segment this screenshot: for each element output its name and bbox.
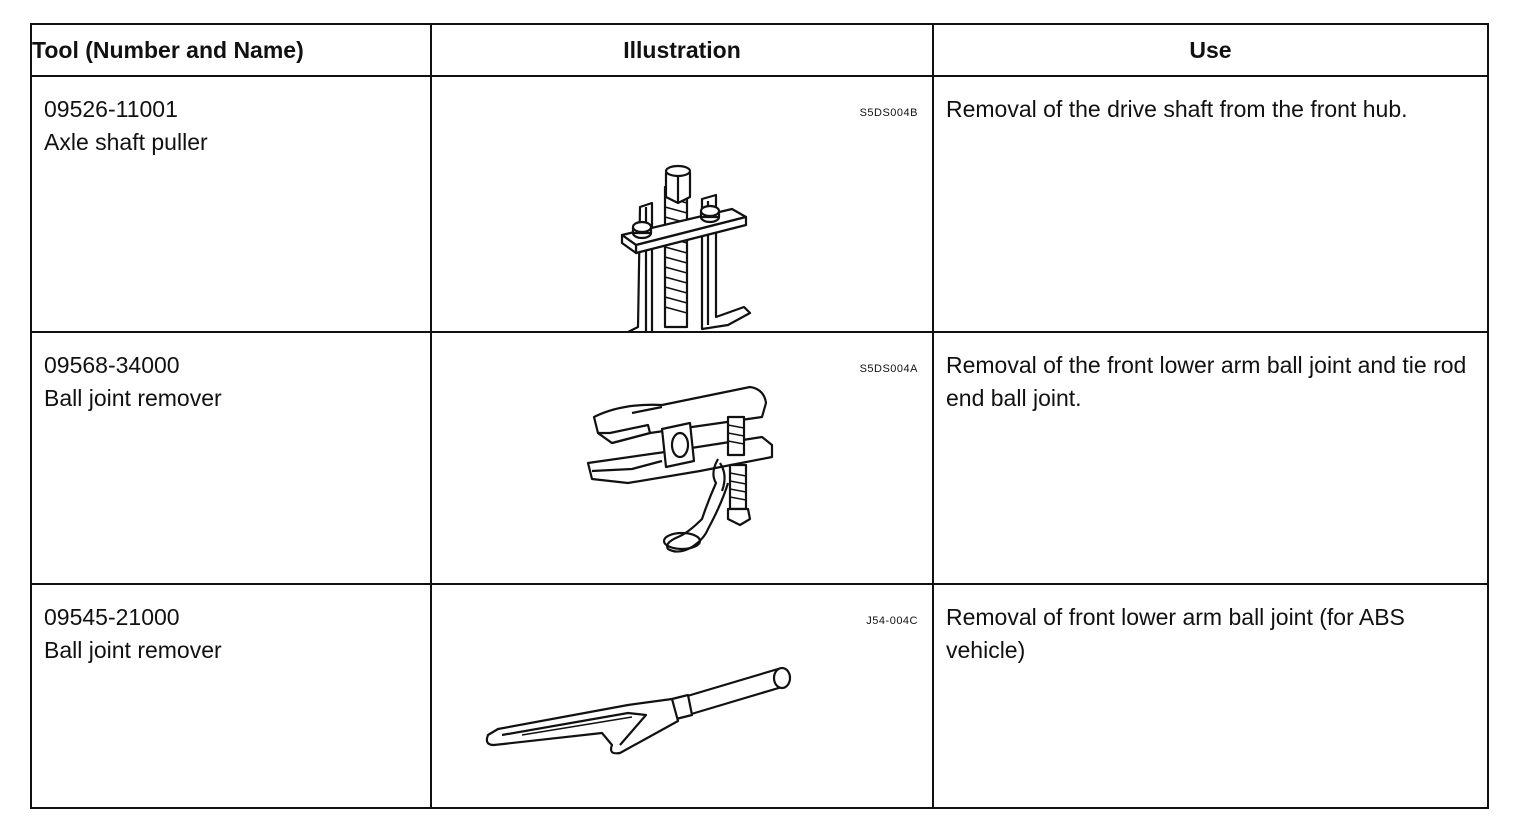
special-tools-table bbox=[30, 23, 1489, 809]
tool-number: 09568-34000 bbox=[44, 352, 180, 378]
illustration-cell bbox=[431, 76, 933, 332]
use-text: Removal of the front lower arm ball joint and tie rod end ball joint. bbox=[946, 352, 1467, 411]
tool-number: 09545-21000 bbox=[44, 604, 180, 630]
header-use: Use bbox=[933, 24, 1488, 76]
tool-number: 09526-11001 bbox=[44, 96, 178, 122]
illustration-cell bbox=[431, 584, 933, 808]
tool-cell bbox=[31, 584, 431, 808]
table-row bbox=[31, 76, 1488, 332]
ball-joint-remover-clamp-icon bbox=[432, 333, 932, 583]
tool-name: Axle shaft puller bbox=[44, 129, 208, 155]
tool-name: Ball joint remover bbox=[44, 637, 222, 663]
illustration-code: S5DS004A bbox=[859, 363, 918, 375]
table-row bbox=[31, 332, 1488, 584]
use-text: Removal of the drive shaft from the front hub. bbox=[946, 96, 1408, 122]
header-illustration: Illustration bbox=[431, 24, 933, 76]
illustration-cell bbox=[431, 332, 933, 584]
header-row bbox=[31, 24, 1488, 76]
illustration-code: J54-004C bbox=[866, 615, 918, 627]
axle-shaft-puller-icon bbox=[432, 77, 932, 331]
use-cell bbox=[933, 76, 1488, 332]
ball-joint-remover-fork-icon bbox=[432, 585, 932, 807]
use-cell bbox=[933, 584, 1488, 808]
table-row bbox=[31, 584, 1488, 808]
header-tool: Tool (Number and Name) bbox=[31, 24, 431, 76]
tool-name: Ball joint remover bbox=[44, 385, 222, 411]
tool-cell bbox=[31, 332, 431, 584]
illustration-code: S5DS004B bbox=[859, 107, 918, 119]
use-cell bbox=[933, 332, 1488, 584]
use-text: Removal of front lower arm ball joint (for ABS vehicle) bbox=[946, 604, 1405, 663]
tool-cell bbox=[31, 76, 431, 332]
